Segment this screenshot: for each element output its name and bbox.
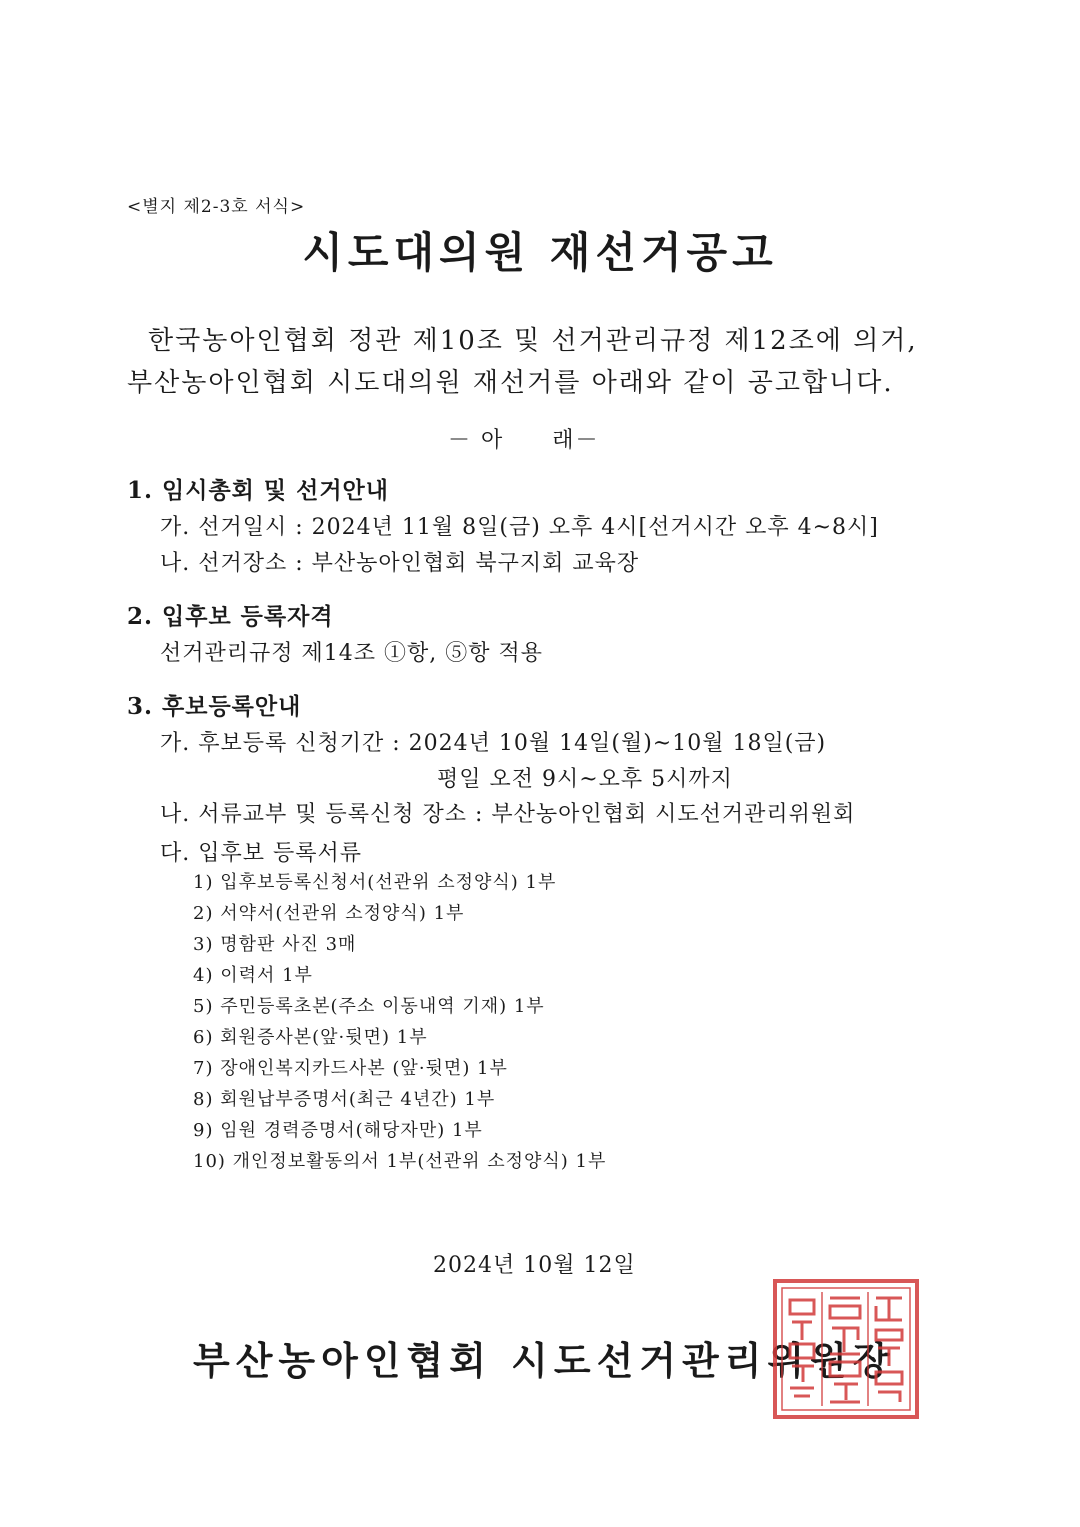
required-documents-list — [193, 871, 606, 1181]
section-1-heading: 1. 임시총회 및 선거안내 — [127, 477, 389, 504]
list-item: 8) 회원납부증명서(최근 4년간) 1부 — [193, 1089, 496, 1110]
required-documents-heading: 다. 입후보 등록서류 — [160, 841, 362, 866]
intro-line-2: 부산농아인협회 시도대의원 재선거를 아래와 같이 공고합니다. — [127, 368, 894, 398]
issuer-name: 부산농아인협회 시도선거관리위원장 — [193, 1338, 896, 1383]
document-title: 시도대의원 재선거공고 — [302, 228, 778, 277]
list-item: 1) 입후보등록신청서(선관위 소정양식) 1부 — [193, 872, 557, 893]
list-item: 4) 이력서 1부 — [193, 965, 313, 986]
list-item: 2) 서약서(선관위 소정양식) 1부 — [193, 903, 465, 924]
registration-period: 가. 후보등록 신청기간 : 2024년 10월 14일(월)~10월 18일(금) — [160, 731, 827, 756]
list-item: 10) 개인정보활동의서 1부(선관위 소정양식) 1부 — [193, 1151, 607, 1172]
notice-date: 2024년 10월 12일 — [433, 1253, 636, 1278]
registration-place: 나. 서류교부 및 등록신청 장소 : 부산농아인협회 시도선거관리위원회 — [160, 802, 856, 827]
election-venue: 나. 선거장소 : 부산농아인협회 북구지회 교육장 — [160, 551, 640, 576]
below-marker: － 아 래－ — [448, 428, 600, 453]
eligibility-rule: 선거관리규정 제14조 ①항, ⑤항 적용 — [160, 641, 543, 666]
registration-hours: 평일 오전 9시~오후 5시까지 — [437, 767, 733, 792]
list-item: 5) 주민등록초본(주소 이동내역 기재) 1부 — [193, 996, 545, 1017]
section-2-heading: 2. 입후보 등록자격 — [127, 603, 334, 630]
official-seal-stamp — [772, 1278, 920, 1420]
intro-line-1: 한국농아인협회 정관 제10조 및 선거관리규정 제12조에 의거, — [148, 326, 918, 356]
list-item: 7) 장애인복지카드사본 (앞·뒷면) 1부 — [193, 1058, 508, 1079]
election-datetime: 가. 선거일시 : 2024년 11월 8일(금) 오후 4시[선거시간 오후 4~8시] — [160, 515, 879, 540]
list-item: 9) 임원 경력증명서(해당자만) 1부 — [193, 1120, 483, 1141]
form-label: <별지 제2-3호 서식> — [127, 197, 306, 217]
section-3-heading: 3. 후보등록안내 — [127, 693, 302, 720]
list-item: 3) 명함판 사진 3매 — [193, 934, 357, 955]
list-item: 6) 회원증사본(앞·뒷면) 1부 — [193, 1027, 428, 1048]
